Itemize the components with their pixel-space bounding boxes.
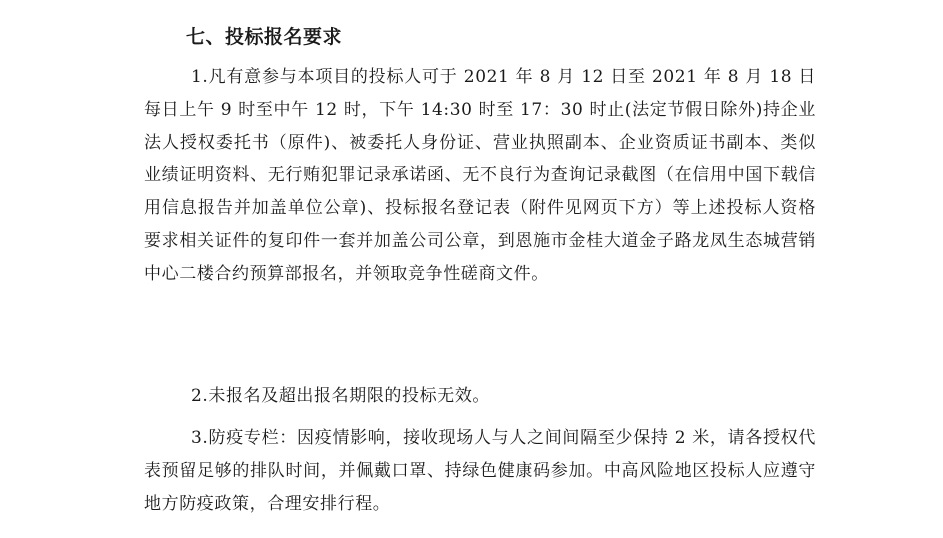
paragraph-registration-details: 1.凡有意参与本项目的投标人可于 2021 年 8 月 12 日至 2021 年 8 月 18 日每日上午 9 时至中午 12 时，下午 14:30 时至 17：30 时止(法定节假日除外)持企业法人授权委托书（原件)、被委托人身份证、营业执照副本、企业资质证书副本、类似业绩证明资料、无行贿犯罪记录承诺函、无不良行为查询记录截图（在信用中国下载信用信息报告并加盖单位公章)、投标报名登记表（附件见网页下方）等上述投标人资格要求相关证件的复印件一套并加盖公司公章，到恩施市金桂大道金子路龙凤生态城营销中心二楼合约预算部报名，并领取竞争性磋商文件。 bbox=[144, 67, 816, 284]
paragraph-registration-deadline: 2.未报名及超出报名期限的投标无效。 bbox=[191, 386, 491, 406]
section-heading: 七、投标报名要求 bbox=[186, 26, 343, 48]
paragraph-epidemic-prevention: 3.防疫专栏：因疫情影响，接收现场人与人之间间隔至少保持 2 米，请各授权代表预留足够的排队时间，并佩戴口罩、持绿色健康码参加。中高风险地区投标人应遵守地方防疫政策，合理安排行程。 bbox=[144, 428, 816, 514]
